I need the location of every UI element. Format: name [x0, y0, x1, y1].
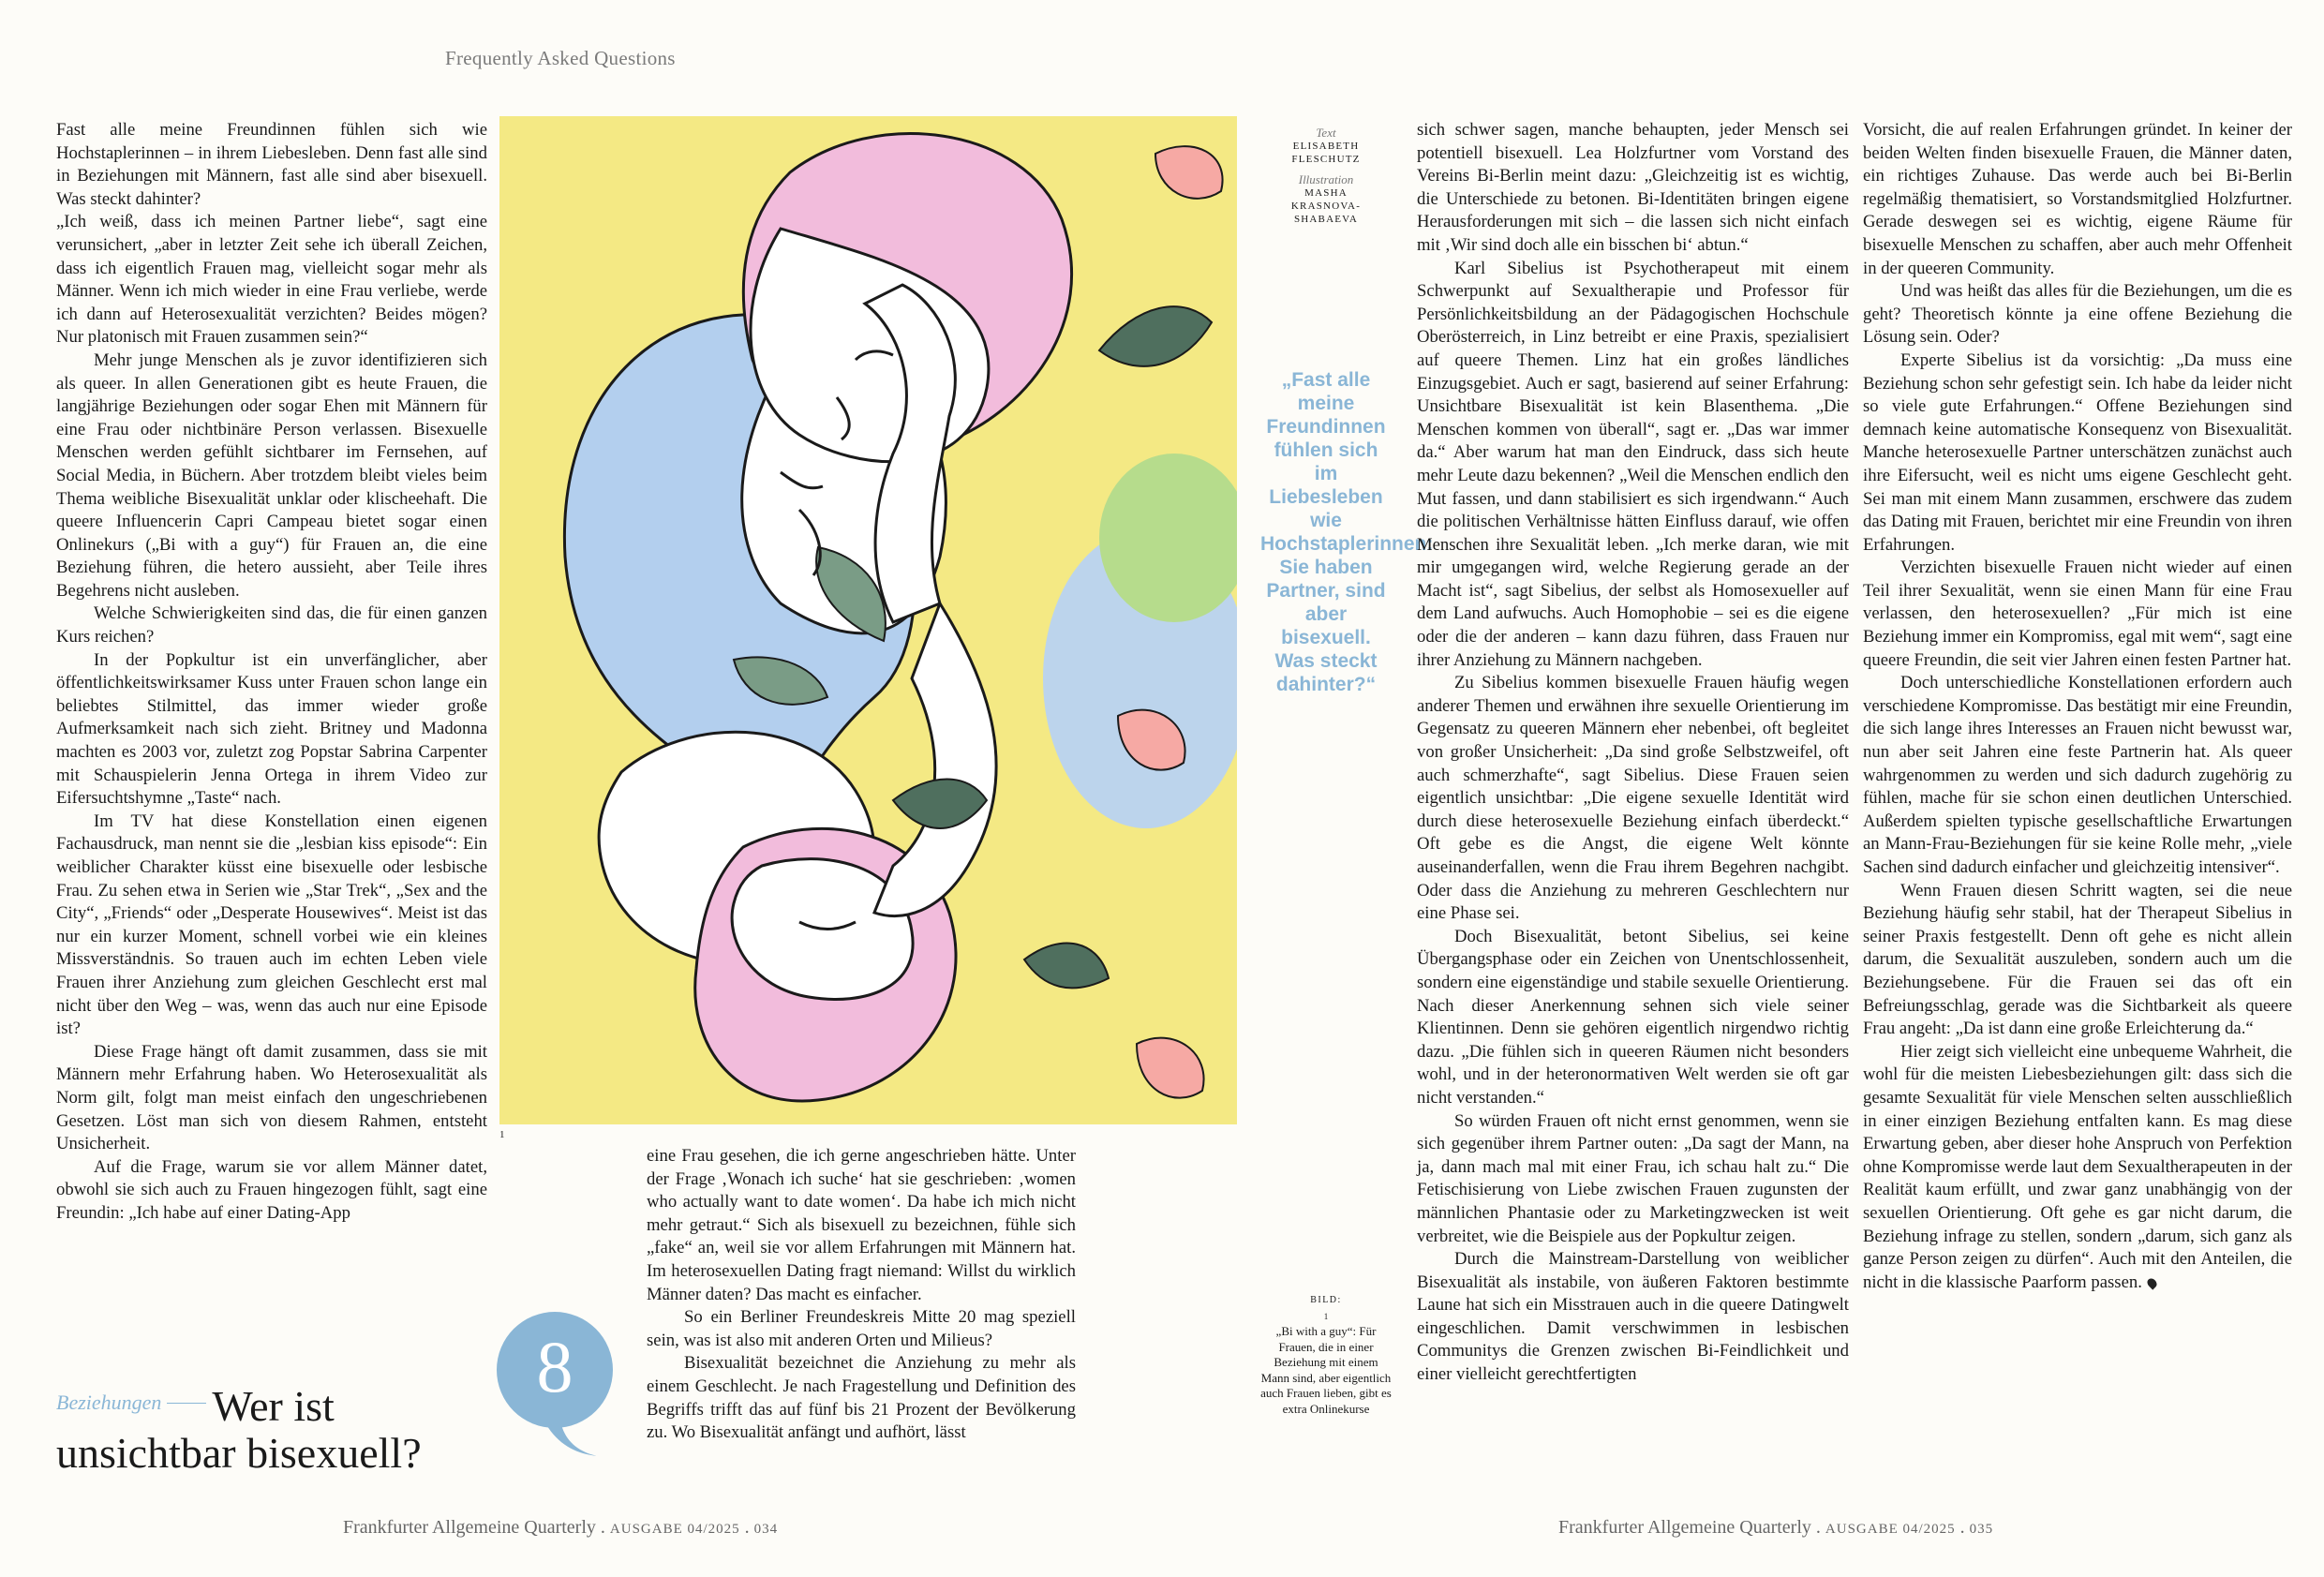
caption-number: 1 [1323, 1311, 1329, 1321]
footer-page-number: 035 [1969, 1522, 1994, 1537]
footer-right: Frankfurter Allgemeine Quarterly . AUSGABE 04/2025 . 035 [1558, 1517, 1994, 1538]
illustrator-name-line: SHABAEVA [1293, 214, 1359, 225]
paragraph: So würden Frauen oft nicht ernst genommen, wenn sie sich gegenüber ihrem Partner outen: „Da sagt der Mann, na ja, dann mach mal mit einer Frau, ich schau halt zu.“ Die Fetischisierung von Liebe zwischen Frauen zugunsten der männlichen Phantasie oder zu Marketingzwecken ist weit verbreitet, wie die Beispiele aus der Popkultur zeigen. [1417, 1110, 1849, 1246]
caption-text: „Bi with a guy“: Für Frauen, die in einer Beziehung mit einem Mann sind, aber eigentlich auch Frauen lieben, gibt es extra Onlinekurse [1260, 1324, 1392, 1416]
kissing-figures-illustration [499, 116, 1237, 1124]
figure-number: 1 [499, 1129, 505, 1140]
end-mark-icon [2145, 1276, 2158, 1289]
paragraph: Welche Schwierigkeiten sind das, die für einen ganzen Kurs reichen? [56, 603, 487, 647]
footer-page-number: 034 [753, 1522, 779, 1537]
paragraph: „Ich weiß, dass ich meinen Partner liebe“, sagt eine verunsichert, „aber in letzter Zeit sehe ich überall Zeichen, dass ich eigentlich Frauen mag, vielleicht sogar mehr als Männer. Wenn ich mich wieder in eine Frau verliebe, werde ich dann auf Heterosexualität verzichten? Beides mögen? Nur platonisch mit Frauen zusammen sein?“ [56, 212, 487, 348]
kicker-dash [167, 1403, 206, 1404]
text-credit-label: Text [1316, 126, 1336, 140]
paragraph: Wenn Frauen diesen Schritt wagten, sei die neue Beziehung häufig sehr stabil, hat der Therapeut Sibelius in seiner Praxis festgestellt. Denn oft gehe es nicht allein darum, die Sexualität auszuleben, sondern auch um die Beziehungsebene. Für die Frauen sei das oft ein Befreiungsschlag, gerade was die Sichtbarkeit als queere Frau angeht: „Da ist dann eine große Erleichterung da.“ [1863, 880, 2292, 1039]
author-name-line: ELISABETH [1292, 141, 1360, 152]
paragraph: Durch die Mainstream-Darstellung von weiblicher Bisexualität als instabile, von äußeren Faktoren bestimmte Laune hat sich ein Misstrauen auch in die queere Datingwelt eingeschlichen. Damit verschwimmen in lesbischen Communitys die Grenzen zwischen Bi-Feindlichkeit und einer vielleicht gerechtfertigten [1417, 1249, 1849, 1385]
text-column-4 [1863, 119, 2292, 1294]
paragraph: So ein Berliner Freundeskreis Mitte 20 mag speziell sein, was ist also mit anderen Orten und Milieus? [647, 1307, 1076, 1350]
footer-publication: Frankfurter Allgemeine Quarterly [1558, 1517, 1811, 1538]
footer-issue: AUSGABE 04/2025 [1825, 1522, 1956, 1537]
paragraph: Vorsicht, die auf realen Erfahrungen gründet. In keiner der beiden Welten finden bisexuelle Frauen, die Männer daten, ein richtiges Zuhause. Das werde auch bei Bi-Berlin regelmäßig thematisiert, so Vorstandsmitglied Holzfurtner. Gerade deswegen sei es wichtig, eigene Räume für bisexuelle Menschen zu schaffen, aber auch mehr Offenheit in der queeren Community. [1863, 120, 2292, 278]
paragraph: Verzichten bisexuelle Frauen nicht wieder auf einen Teil ihrer Sexualität, wenn sie einen Mann für eine Frau verlassen, den heterosexuellen? „Für mich ist eine Beziehung immer ein Kompromiss, egal mit wem“, sagt eine queere Freundin, die seit vier Jahren einen festen Partner hat. [1863, 558, 2292, 670]
section-header: Frequently Asked Questions [445, 47, 676, 69]
paragraph: Fast alle meine Freundinnen fühlen sich wie Hochstaplerinnen – in ihrem Liebesleben. Denn fast alle sind in Beziehungen mit Männern, fast alle sind aber bisexuell. Was steckt dahinter? [56, 120, 487, 209]
illustrator-name-line: MASHA [1304, 187, 1348, 199]
pull-quote: „Fast alle meine Freundinnen fühlen sich im Liebesleben wie Hochstaplerinnen: Sie haben Partner, sind aber bisexuell. Was steckt dahinter?“ [1260, 369, 1434, 695]
footer-issue: AUSGABE 04/2025 [609, 1522, 740, 1537]
credits [1260, 126, 1392, 226]
headline-line-1 [56, 1381, 335, 1431]
text-column-3 [1417, 119, 1849, 1387]
paragraph: Mehr junge Menschen als je zuvor identifizieren sich als queer. In allen Generationen gibt es heute Frauen, die langjährige Beziehungen oder sogar Ehen mit Männern für eine Frau oder nichtbinäre Person verlassen. Bisexuelle Menschen werden gefühlt sichtbarer im Fernsehen, auf Social Media, in Büchern. Aber trotzdem bleibt vieles beim Thema weibliche Bisexualität unklar oder klischeehaft. Die queere Influencerin Capri Campeau bietet sogar einen Onlinekurs („Bi with a guy“) für Frauen an, die eine Beziehung führen, die hetero aussieht, aber Teile ihres Begehrens nicht ausleben. [56, 350, 487, 601]
illustration [499, 116, 1237, 1124]
badge-number: 8 [536, 1326, 574, 1407]
last-paragraph-text: Hier zeigt sich vielleicht eine unbequeme Wahrheit, die wohl für die meisten Liebesbeziehungen gilt: dass sich die gesamte Sexualität für viele Menschen selten ausschließlich in einer einzigen Beziehung entfalten kann. Es mag diese Erwartung geben, aber dieser hohe Anspruch von Perfektion ohne Kompromisse werde laut dem Sexualtherapeuten in der Realität kaum erfüllt, und zwar ganz unabhängig von der sexuellen Orientierung. Oft gehe es gar nicht darum, die Beziehung infrage zu stellen, sondern „darum, sich ganz als ganze Person zeigen zu dürfen“. Auch mit den Anteilen, die nicht in die klassische Paarform passen. [1863, 1041, 2292, 1292]
illustration-credit-label: Illustration [1298, 172, 1354, 186]
footer-publication: Frankfurter Allgemeine Quarterly [343, 1517, 596, 1538]
paragraph: Bisexualität bezeichnet die Anziehung zu mehr als einem Geschlecht. Je nach Fragestellung und Definition des Begriffs trifft das auf fünf bis 21 Prozent der Bevölkerung zu. Wo Bisexualität anfängt und aufhört, lässt [647, 1353, 1076, 1443]
footer-left: Frankfurter Allgemeine Quarterly . AUSGABE 04/2025 . 034 [343, 1517, 779, 1538]
headline-line-2: unsichtbar bisexuell? [56, 1429, 422, 1477]
paragraph: Und was heißt das alles für die Beziehungen, um die es geht? Theoretisch könnte ja eine offene Beziehung die Lösung sein. Oder? [1863, 281, 2292, 348]
author-name-line: FLESCHUTZ [1291, 154, 1361, 165]
question-number-badge [495, 1310, 615, 1460]
paragraph: Auf die Frage, warum sie vor allem Männer datet, obwohl sie sich auch zu Frauen hingezogen fühlt, sagt eine Freundin: „Ich habe auf einer Dating-App [56, 1156, 487, 1223]
headline-part-1: Wer ist [212, 1382, 335, 1430]
paragraph: In der Popkultur ist ein unverfänglicher, aber öffentlichkeitswirksamer Kuss unter Frauen schon lange ein beliebtes Stilmittel, das immer wieder große Aufmerksamkeit nach sich zieht. Britney und Madonna machten es 2003 vor, zuletzt zog Popstar Sabrina Carpenter mit Schauspielerin Jenna Ortega in ihrem Video zur Eifersuchtshymne „Taste“ nach. [56, 649, 487, 809]
paragraph: Diese Frage hängt oft damit zusammen, dass sie mit Männern mehr Erfahrung haben. Wo Heterosexualität als Norm gilt, folgt man meist einfach den ungeschriebenen Gesetzen. Löst man sich von diesem Rahmen, entsteht Unsicherheit. [56, 1041, 487, 1154]
caption-heading: BILD: [1310, 1295, 1342, 1305]
image-caption [1260, 1293, 1392, 1417]
topic-kicker: Beziehungen [56, 1391, 162, 1414]
illustrator-name-line: KRASNOVA- [1290, 201, 1362, 212]
paragraph: eine Frau gesehen, die ich gerne angeschrieben hätte. Unter der Frage ‚Wonach ich suche‘ hat sie geschrieben: ‚women who actually want to date women‘. Da habe ich mich nicht mehr getraut.“ Sich als bisexuell zu bezeichnen, fühle sich „fake“ an, weil sie vor allem Erfahrungen mit Männern hat. Im heterosexuellen Dating fragt niemand: Willst du wirklich Männer daten? Das macht es einfacher. [647, 1146, 1076, 1304]
paragraph: sich schwer sagen, manche behaupten, jeder Mensch sei potentiell bisexuell. Lea Holzfurtner vom Vorstand des Vereins Bi-Berlin meint dazu: „Gleichzeitig ist es wichtig, die Unterschiede zu betonen. Bi-Identitäten bringen eigene Herausforderungen mit sich – die lassen sich nicht einfach mit ‚Wir sind doch alle ein bisschen bi‘ abtun.“ [1417, 120, 1849, 255]
text-column-1 [56, 119, 487, 1226]
paragraph: Experte Sibelius ist da vorsichtig: „Da muss eine Beziehung schon sehr gefestigt sein. Ich habe da leider nicht so viele gute Erfahrungen.“ Offene Beziehungen sind demnach keine automatische Konsequenz von Bisexualität. Manche heterosexuelle Partner unterschätzen zunächst auch ihre Eifersucht, weil es nicht ums eigene Geschlecht geht. Sei man mit einem Mann zusammen, erschwere das zudem das Dating mit Frauen, berichtet mir eine Freundin von ihren Erfahrungen. [1863, 350, 2292, 555]
paragraph: Karl Sibelius ist Psychotherapeut mit einem Schwerpunkt auf Sexualtherapie und Professor für Persönlichkeitsbildung an der Pädagogischen Hochschule Oberösterreich, in Linz betreibt er eine Praxis, spezialisiert auf queere Themen. Linz hat ein großes ländliches Einzugsgebiet. Auch er sagt, basierend auf seiner Erfahrung: Unsichtbare Bisexualität ist kein Blasenthema. „Die Menschen kommen von überall“, sagt er. „Das war immer da.“ Aber warum hat man den Eindruck, dass sich heute mehr Leute dazu bekennen? „Weil die Menschen endlich den Mut fassen, und dann stabilisiert es sich irgendwann.“ Auch die politischen Verhältnisse hätten Einfluss darauf, wie offen Menschen ihre Sexualität leben. „Ich merke daran, wie mit mir umgegangen wird, welche Regierung gerade an der Macht ist“, sagt Sibelius, der selbst als Homosexueller auf dem Land aufwuchs. Auch Homophobie – sei es die eigene oder die der anderen – kann dazu führen, dass Frauen nur ihrer Anziehung zu Männern nachgeben. [1417, 258, 1849, 670]
paragraph [1863, 1041, 2292, 1295]
paragraph: Doch unterschiedliche Konstellationen erfordern auch verschiedene Kompromisse. Das bestätigt mir eine Freundin, die sich lange ihres Interesses an Frauen nicht bewusst war, nun aber seit Jahren eine feste Partnerin hat. Als queer wahrgenommen zu werden und sich dadurch zugehörig zu fühlen, mache für sie schon einen deutlichen Unterschied. Außerdem spielten typische gesellschaftliche Erwartungen an Mann-Frau-Beziehungen für sie keine Rolle mehr, „viele Sachen sind dadurch einfacher und gleichzeitig intensiver“. [1863, 673, 2292, 877]
paragraph: Im TV hat diese Konstellation einen eigenen Fachausdruck, man nennt sie die „lesbian kiss episode“: Ein weiblicher Charakter küsst eine bisexuelle oder lesbische Frau. Zu sehen etwa in Serien wie „Star Trek“, „Sex and the City“, „Friends“ oder „Desperate Housewives“. Meist ist das nur ein kurzer Moment, schnell vorbei wie ein kleines Missverständnis. So trauen auch im echten Leben viele Frauen ihrer Anziehung zum gleichen Geschlecht erst mal nicht über den Weg – was, wenn das auch nur eine Episode ist? [56, 811, 487, 1039]
text-column-2 [647, 1145, 1076, 1445]
paragraph: Zu Sibelius kommen bisexuelle Frauen häufig wegen anderer Themen und erwähnen ihre sexuelle Orientierung im Gegensatz zu queeren Männern eher nebenbei, oft begleitet von großer Unsicherheit: „Da sind große Selbstzweifel, oft auch schmerzhafte“, sagt Sibelius. Diese Frauen seien eigentlich unsichtbar: „Die eigene sexuelle Identität wird durch diese heterosexuelle Beziehung einfach überdeckt.“ Oft gebe es die Angst, die eigene Welt könnte auseinanderfallen, wenn die Frau ihrem Begehren nachgibt. Oder dass die Anziehung zu mehreren Geschlechtern nur eine Phase sei. [1417, 673, 1849, 924]
paragraph: Doch Bisexualität, betont Sibelius, sei keine Übergangsphase oder ein Zeichen von Unentschlossenheit, sondern eine eigenständige und stabile sexuelle Orientierung. Nach dieser Anerkennung sehnen sich viele seiner Klientinnen. Denn sie gehören eigentlich nirgendwo richtig dazu. „Die fühlen sich in queeren Räumen nicht besonders wohl, und in der heteronormativen Welt werden sie oft gar nicht verstanden.“ [1417, 926, 1849, 1108]
